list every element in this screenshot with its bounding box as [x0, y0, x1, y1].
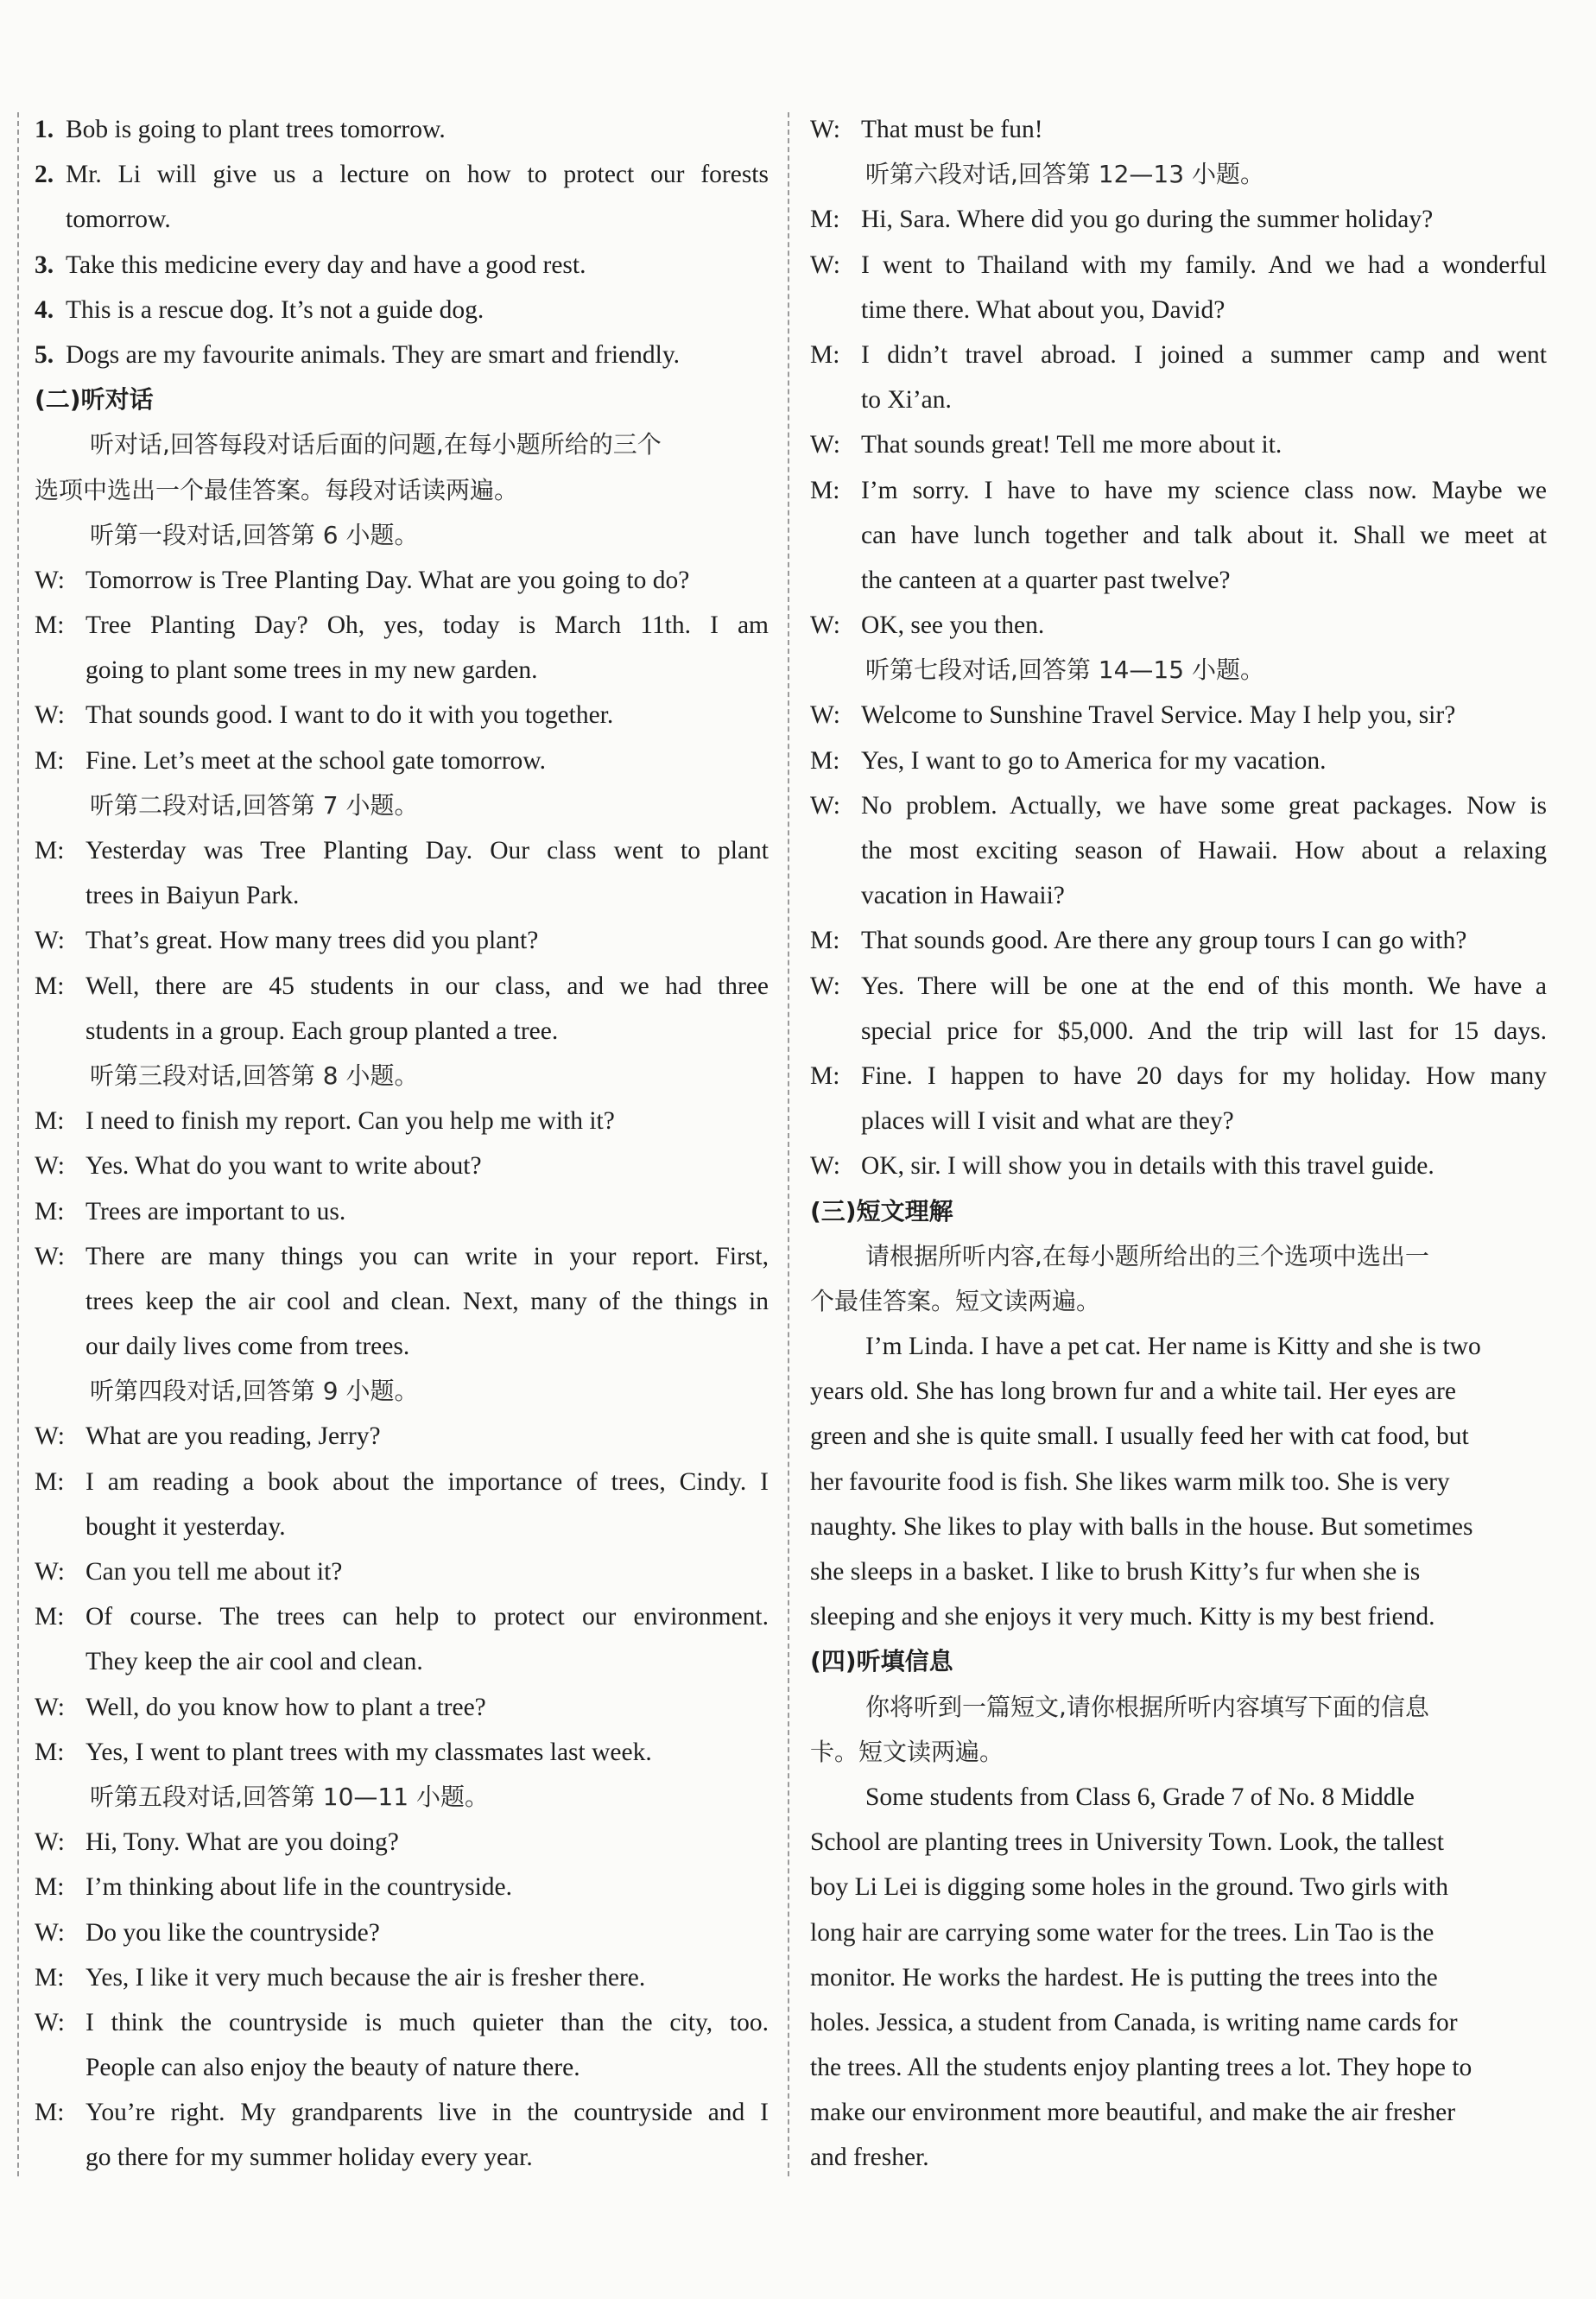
dialogue-line: M: Well, there are 45 students in our class, and we had three	[35, 972, 769, 1000]
dialogue-line: M: You’re right. My grandparents live in the countryside and I	[35, 2099, 769, 2127]
dialogue-line-continuation: bought it yesterday.	[86, 1512, 286, 1541]
passage-line: green and she is quite small. I usually feed her with cat food, but	[810, 1422, 1469, 1451]
dialogue-heading: 听第五段对话,回答第 10—11 小题。	[90, 1782, 489, 1811]
dialogue-line-continuation: People can also enjoy the beauty of nature there.	[86, 2054, 580, 2082]
dialogue-line: W: Yes. There will be one at the end of this month. We have a	[810, 972, 1547, 1000]
dialogue-line: M: Trees are important to us.	[35, 1197, 346, 1226]
passage-line: monitor. He works the hardest. He is putting the trees into the	[810, 1963, 1438, 1992]
dialogue-line: W: I think the countryside is much quieter than the city, too.	[35, 2008, 769, 2036]
left-column	[35, 107, 769, 2181]
instruction-text: 选项中选出一个最佳答案。每段对话读两遍。	[35, 475, 519, 504]
dialogue-line: M: I’m sorry. I have to have my science class now. Maybe we	[810, 476, 1547, 504]
dialogue-line: M: Fine. Let’s meet at the school gate tomorrow.	[35, 746, 547, 775]
instruction-text: 卡。短文读两遍。	[810, 1737, 1004, 1766]
dialogue-line: W: No problem. Actually, we have some great packages. Now is	[810, 791, 1547, 820]
dialogue-line: M: Tree Planting Day? Oh, yes, today is March 11th. I am	[35, 611, 769, 640]
instruction-text: 你将听到一篇短文,请你根据所听内容填写下面的信息	[865, 1692, 1429, 1721]
dialogue-line: W: That must be fun!	[810, 116, 1043, 143]
dialogue-line: W: Tomorrow is Tree Planting Day. What are you going to do?	[35, 566, 690, 594]
dialogue-heading: 听第二段对话,回答第 7 小题。	[90, 790, 419, 820]
passage-line: make our environment more beautiful, and make the air fresher	[810, 2099, 1456, 2127]
dialogue-line-continuation: go there for my summer holiday every year.	[86, 2144, 533, 2172]
dialogue-line: W: That sounds great! Tell me more about it.	[810, 431, 1282, 459]
passage-line: boy Li Lei is digging some holes in the ground. Two girls with	[810, 1873, 1448, 1902]
passage-line: and fresher.	[810, 2144, 929, 2172]
dialogue-line-continuation: can have lunch together and talk about it. Shall we meet at	[861, 521, 1547, 549]
dialogue-line: M: Yes, I like it very much because the air is fresher there.	[35, 1963, 646, 1992]
dialogue-line: W: Yes. What do you want to write about?	[35, 1152, 482, 1181]
passage-line: School are planting trees in University Town. Look, the tallest	[810, 1828, 1444, 1857]
dialogue-line: M: Yes, I went to plant trees with my classmates last week.	[35, 1738, 652, 1766]
dialogue-line: M: Yes, I want to go to America for my vacation.	[810, 746, 1327, 775]
dialogue-heading: 听第七段对话,回答第 14—15 小题。	[865, 656, 1264, 685]
dialogue-line: W: That sounds good. I want to do it with you together.	[35, 701, 614, 730]
passage-line: she sleeps in a basket. I like to brush Kitty’s fur when she is	[810, 1558, 1421, 1586]
dialogue-line: W: That’s great. How many trees did you plant?	[35, 927, 539, 955]
dialogue-line: W: Hi, Tony. What are you doing?	[35, 1828, 399, 1857]
instruction-text: 听对话,回答每段对话后面的问题,在每小题所给的三个	[90, 430, 662, 459]
dialogue-line: M: Yesterday was Tree Planting Day. Our class went to plant	[35, 837, 769, 864]
section-heading: (三)短文理解	[810, 1196, 953, 1226]
dialogue-line-continuation: They keep the air cool and clean.	[86, 1648, 423, 1676]
dialogue-line: W: OK, sir. I will show you in details with this travel guide.	[810, 1152, 1434, 1181]
list-item: 4. This is a rescue dog. It’s not a guide dog.	[35, 295, 484, 324]
dialogue-line-continuation: places will I visit and what are they?	[861, 1107, 1234, 1136]
dialogue-line: M: I am reading a book about the importance of trees, Cindy. I	[35, 1467, 769, 1496]
dialogue-line-continuation: going to plant some trees in my new garden.	[86, 656, 538, 685]
list-item: 1. Bob is going to plant trees tomorrow.	[35, 116, 446, 143]
passage-line: years old. She has long brown fur and a white tail. Her eyes are	[810, 1378, 1456, 1406]
dialogue-line: W: OK, see you then.	[810, 611, 1045, 640]
dialogue-line: M: That sounds good. Are there any group tours I can go with?	[810, 927, 1467, 955]
passage-line: long hair are carrying some water for the trees. Lin Tao is the	[810, 1918, 1434, 1947]
dialogue-line-continuation: the canteen at a quarter past twelve?	[861, 566, 1231, 594]
dialogue-line-continuation: to Xi’an.	[861, 386, 952, 415]
dialogue-line: W: Welcome to Sunshine Travel Service. May I help you, sir?	[810, 701, 1456, 730]
list-item: 2. Mr. Li will give us a lecture on how to protect our forests	[35, 161, 769, 189]
passage-line: I’m Linda. I have a pet cat. Her name is Kitty and she is two	[865, 1333, 1481, 1361]
passage-line: her favourite food is fish. She likes warm milk too. She is very	[810, 1467, 1450, 1496]
list-item-continuation: tomorrow.	[66, 206, 171, 234]
section-heading: (四)听填信息	[810, 1647, 953, 1676]
dialogue-line-continuation: special price for $5,000. And the trip will last for 15 days.	[861, 1016, 1547, 1045]
right-column	[810, 107, 1547, 2181]
dialogue-line: W: Well, do you know how to plant a tree?	[35, 1693, 486, 1721]
dialogue-heading: 听第三段对话,回答第 8 小题。	[90, 1061, 419, 1090]
section-heading: (二)听对话	[35, 385, 154, 415]
dialogue-line: M: I didn’t travel abroad. I joined a summer camp and went	[810, 340, 1547, 369]
dialogue-line-continuation: trees keep the air cool and clean. Next, many of the things in	[86, 1287, 769, 1315]
dialogue-line: W: What are you reading, Jerry?	[35, 1422, 381, 1451]
list-item: 5. Dogs are my favourite animals. They are smart and friendly.	[35, 340, 681, 369]
dialogue-line: W: There are many things you can write in your report. First,	[35, 1242, 769, 1270]
instruction-text: 个最佳答案。短文读两遍。	[810, 1286, 1101, 1315]
dialogue-line: W: I went to Thailand with my family. And we had a wonderful	[810, 250, 1547, 279]
dialogue-line-continuation: vacation in Hawaii?	[861, 882, 1065, 910]
dialogue-line: M: Fine. I happen to have 20 days for my holiday. How many	[810, 1061, 1547, 1090]
dialogue-line: W: Can you tell me about it?	[35, 1558, 343, 1586]
dialogue-line-continuation: time there. What about you, David?	[861, 295, 1226, 324]
passage-line: naughty. She likes to play with balls in the house. But sometimes	[810, 1512, 1473, 1541]
dialogue-line: M: I’m thinking about life in the countryside.	[35, 1873, 513, 1902]
passage-line: the trees. All the students enjoy planting trees a lot. They hope to	[810, 2054, 1472, 2082]
dialogue-line: M: I need to finish my report. Can you help me with it?	[35, 1107, 615, 1136]
list-item: 3. Take this medicine every day and have a good rest.	[35, 250, 586, 279]
dialogue-heading: 听第六段对话,回答第 12—13 小题。	[865, 160, 1264, 189]
dialogue-line: M: Hi, Sara. Where did you go during the summer holiday?	[810, 206, 1434, 234]
passage-line: sleeping and she enjoys it very much. Kitty is my best friend.	[810, 1603, 1435, 1631]
dialogue-line: W: Do you like the countryside?	[35, 1918, 380, 1947]
dialogue-heading: 听第一段对话,回答第 6 小题。	[90, 520, 419, 549]
passage-line: holes. Jessica, a student from Canada, is writing name cards for	[810, 2008, 1458, 2036]
passage-line: Some students from Class 6, Grade 7 of No. 8 Middle	[865, 1783, 1415, 1811]
dialogue-line-continuation: students in a group. Each group planted a tree.	[86, 1016, 559, 1045]
instruction-text: 请根据所听内容,在每小题所给出的三个选项中选出一	[865, 1241, 1429, 1270]
left-margin-dashed-line	[17, 112, 19, 2176]
dialogue-heading: 听第四段对话,回答第 9 小题。	[90, 1377, 419, 1406]
dialogue-line-continuation: the most exciting season of Hawaii. How about a relaxing	[861, 837, 1547, 864]
dialogue-line: M: Of course. The trees can help to protect our environment.	[35, 1603, 769, 1631]
dialogue-line-continuation: our daily lives come from trees.	[86, 1333, 410, 1361]
column-divider-dashed-line	[788, 112, 789, 2176]
dialogue-line-continuation: trees in Baiyun Park.	[86, 882, 300, 910]
